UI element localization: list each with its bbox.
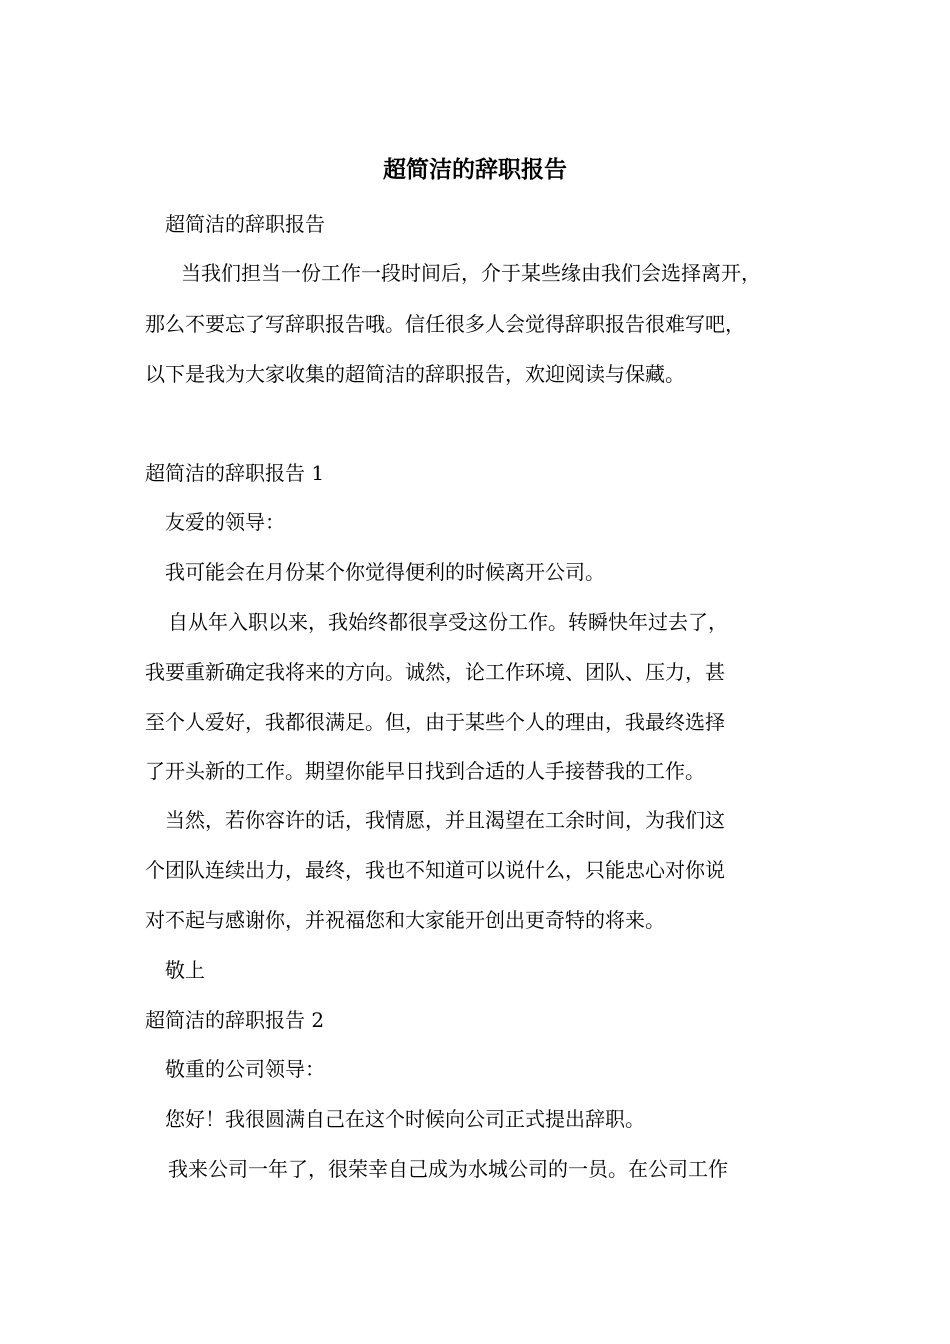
section-1-line: 了开头新的工作。期望你能早日找到合适的人手接替我的工作。: [145, 759, 705, 783]
section-2-heading: 超简洁的辞职报告 2: [145, 1008, 325, 1032]
section-1-closing: 敬上: [165, 958, 205, 982]
section-1-line: 当然，若你容许的话，我情愿，并且渴望在工余时间，为我们这: [165, 808, 725, 832]
section-1-line: 至个人爱好，我都很满足。但，由于某些个人的理由，我最终选择: [145, 710, 725, 734]
document-title: 超简洁的辞职报告: [383, 156, 567, 183]
section-2-line: 您好！我很圆满自己在这个时候向公司正式提出辞职。: [165, 1107, 645, 1131]
section-1-line: 我要重新确定我将来的方向。诚然，论工作环境、团队、压力，甚: [145, 660, 725, 684]
section-1-salutation: 友爱的领导：: [165, 510, 285, 534]
section-2-line: 我来公司一年了，很荣幸自己成为水城公司的一员。在公司工作: [168, 1157, 728, 1181]
section-1-line: 自从年入职以来，我始终都很享受这份工作。转瞬快年过去了，: [168, 610, 728, 634]
intro-line: 那么不要忘了写辞职报告哦。信任很多人会觉得辞职报告很难写吧，: [145, 312, 745, 336]
section-1-heading: 超简洁的辞职报告 1: [145, 461, 325, 485]
section-1-line: 我可能会在月份某个你觉得便利的时候离开公司。: [165, 560, 605, 584]
document-subtitle: 超简洁的辞职报告: [165, 212, 325, 236]
intro-line: 当我们担当一份工作一段时间后，介于某些缘由我们会选择离开，: [181, 261, 761, 285]
intro-line: 以下是我为大家收集的超简洁的辞职报告，欢迎阅读与保藏。: [145, 362, 685, 386]
section-1-line: 个团队连续出力，最终，我也不知道可以说什么，只能忠心对你说: [145, 858, 725, 882]
section-2-salutation: 敬重的公司领导：: [165, 1057, 325, 1081]
section-1-line: 对不起与感谢你，并祝福您和大家能开创出更奇特的将来。: [145, 908, 665, 932]
